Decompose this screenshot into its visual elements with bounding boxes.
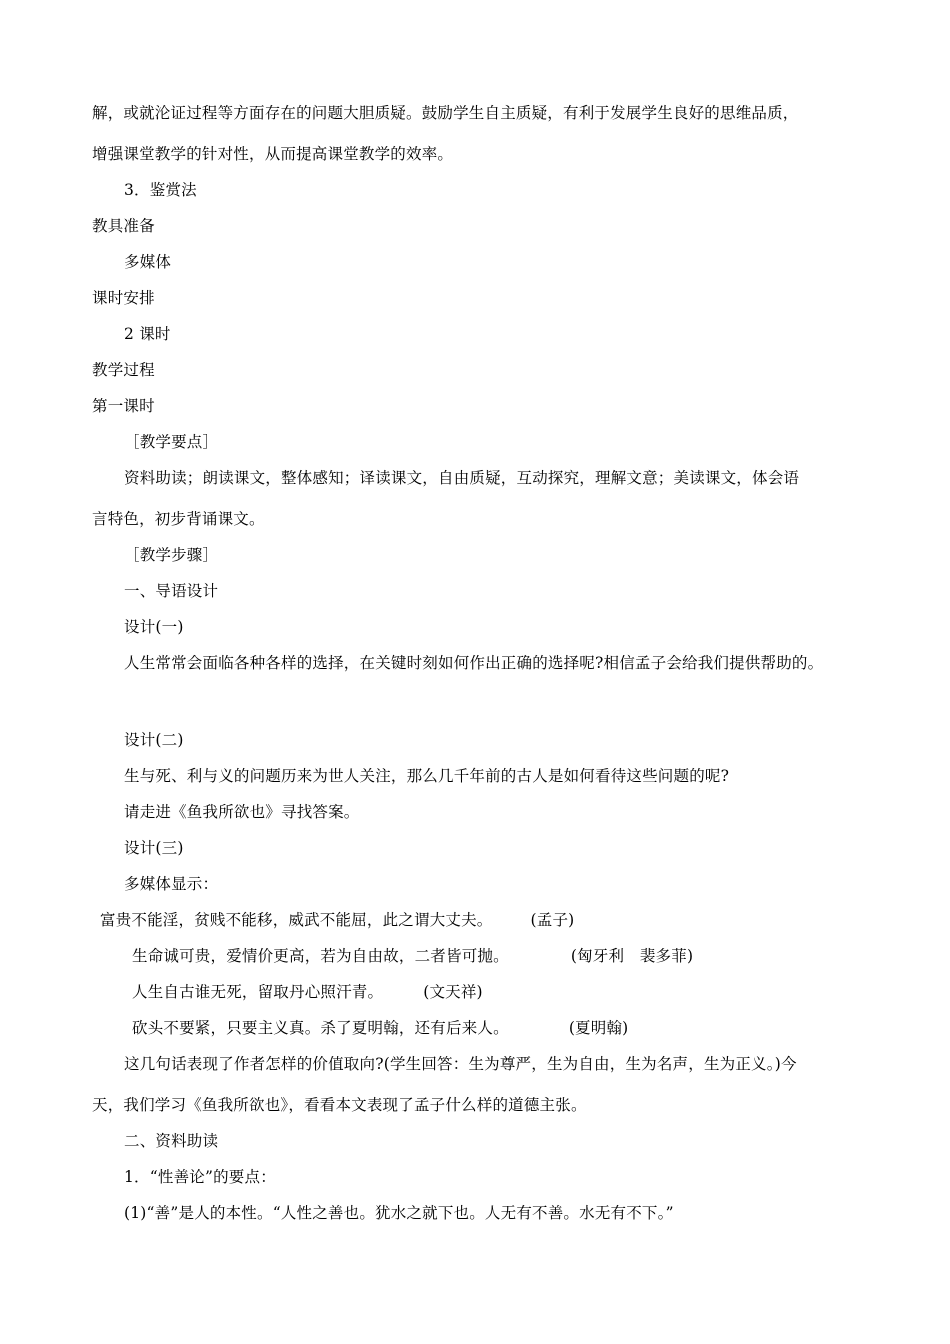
paragraph-line: 天，我们学习《鱼我所欲也》，看看本文表现了孟子什么样的道德主张。 [92,1096,587,1114]
section-heading: 第一课时 [92,397,155,415]
quote-source: (匈牙利 裴多菲) [570,947,694,965]
design-heading: 设计(二) [124,731,184,749]
method-item: 3．鉴赏法 [124,181,197,199]
paragraph-line: 资料助读；朗读课文，整体感知；译读课文，自由质疑，互动探究，理解文意；美读课文，体会语 [124,469,800,487]
section-content: 多媒体 [124,253,172,271]
quote-line [132,1018,628,1038]
quote-line [132,946,693,966]
quote-text: 富贵不能淫，贫贱不能移，威武不能屈，此之谓大丈夫。 [100,911,493,929]
paragraph-line: 生与死、利与义的问题历来为世人关注，那么几千年前的古人是如何看待这些问题的呢? [124,767,730,785]
quote-text: 砍头不要紧，只要主义真。杀了夏明翰，还有后来人。 [132,1019,509,1037]
paragraph-line: 人生常常会面临各种各样的选择，在关键时刻如何作出正确的选择呢?相信孟子会给我们提供帮助的。 [124,654,824,672]
numbered-item: (1)“善”是人的本性。“人性之善也。犹水之就下也。人无有不善。水无有不下。” [124,1204,674,1222]
paragraph-line: 请走进《鱼我所欲也》寻找答案。 [124,803,360,821]
design-heading: 设计(三) [124,839,184,857]
paragraph-line: 这几句话表现了作者怎样的价值取向?(学生回答：生为尊严，生为自由，生为名声，生为正义。)今 [124,1055,797,1073]
quote-text: 生命诚可贵，爱情价更高，若为自由故，二者皆可抛。 [132,947,509,965]
section-heading: 教学过程 [92,361,155,379]
quote-text: 人生自古谁无死，留取丹心照汗青。 [132,983,384,1001]
subsection-heading: ［教学要点］ [124,433,219,451]
quote-source: (文天祥) [423,983,483,1001]
paragraph-line: 多媒体显示： [124,875,219,893]
paragraph-line: 增强课堂教学的针对性，从而提高课堂教学的效率。 [92,145,454,163]
step-heading: 二、资料助读 [124,1132,219,1150]
quote-source: (孟子) [530,911,575,929]
paragraph-line: 言特色，初步背诵课文。 [92,510,265,528]
quote-line [132,982,483,1002]
paragraph-line: 解，或就沦证过程等方面存在的问题大胆质疑。鼓励学生自主质疑，有利于发展学生良好的思维品质， [92,104,799,122]
section-heading: 教具准备 [92,217,155,235]
section-content: 2 课时 [124,325,171,343]
design-heading: 设计(一) [124,618,184,636]
step-heading: 一、导语设计 [124,582,219,600]
quote-line [100,910,574,930]
quote-source: (夏明翰) [568,1019,629,1037]
numbered-item: 1．“性善论”的要点： [124,1168,276,1186]
subsection-heading: ［教学步骤］ [124,546,219,564]
section-heading: 课时安排 [92,289,155,307]
